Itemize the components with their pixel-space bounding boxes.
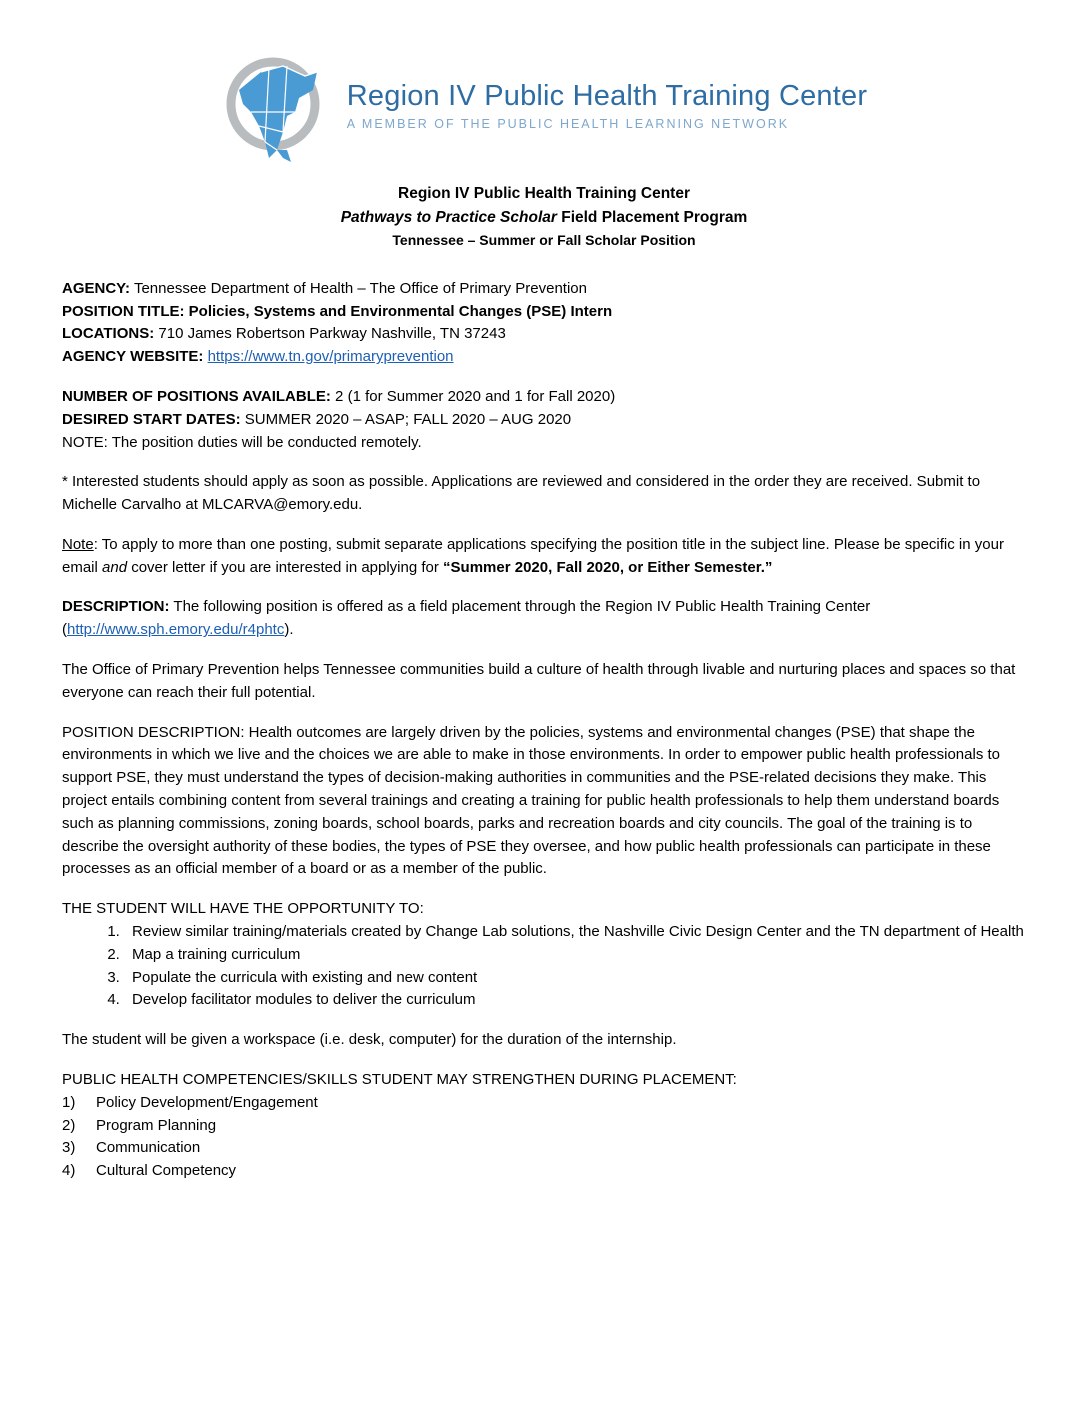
locations-line (62, 323, 1026, 346)
list-item-number: 2) (62, 1116, 76, 1134)
locations-value: 710 James Robertson Parkway Nashville, TN 37243 (154, 325, 506, 343)
title-line-center-name: Region IV Public Health Training Center (398, 185, 690, 202)
list-item (62, 1160, 1026, 1183)
note-text-1: : To apply to more than one posting, submit separate applications specifying the position title in the subject line. Please be specific in your email (62, 535, 1004, 576)
document-title-block (62, 182, 1026, 252)
list-item-label: Communication (96, 1139, 201, 1157)
start-dates-value: SUMMER 2020 – ASAP; FALL 2020 – AUG 2020 (240, 410, 572, 428)
start-dates-line (62, 409, 1026, 432)
list-item: 4. Develop facilitator modules to deliver the curriculum (124, 989, 1026, 1012)
position-description-paragraph: POSITION DESCRIPTION: Health outcomes are largely driven by the policies, systems and environmental changes (PSE) that shape the environments in which we live and the choices we are able to make in those environments. In order to empower public health professionals to support PSE, they must understand the types of decision-making authorities in communities and the PSE-related decisions they make. This project entails combining content from several trainings and creating a training for public health professionals to help them understand boards such as planning commissions, zoning boards, school boards, parks and recreation boards and city councils. The goal of the training is to describe the oversight authority of these bodies, the types of PSE they oversee, and how public health professionals can participate in these processes as an official member of a board or as a member of the public. (62, 723, 1001, 878)
list-item-label: Policy Development/Engagement (96, 1093, 318, 1111)
workspace-paragraph: The student will be given a workspace (i.e. desk, computer) for the duration of the internship. (62, 1031, 677, 1049)
agency-website-line (62, 346, 1026, 369)
agency-website-label: AGENCY WEBSITE: (62, 348, 204, 366)
agency-value: Tennessee Department of Health – The Office of Primary Prevention (130, 279, 587, 297)
opportunity-list (62, 921, 1026, 1012)
position-title-label: POSITION TITLE: (62, 302, 185, 320)
r4phtc-link[interactable]: http://www.sph.emory.edu/r4phtc (67, 621, 285, 639)
number-positions-label: NUMBER OF POSITIONS AVAILABLE: (62, 387, 331, 405)
agency-website-link[interactable]: https://www.tn.gov/primaryprevention (207, 348, 454, 366)
logo-subtitle: A MEMBER OF THE PUBLIC HEALTH LEARNING NETWORK (346, 117, 790, 132)
org-overview-paragraph: The Office of Primary Prevention helps Tennessee communities build a culture of health through livable and nurturing places and spaces so that everyone can reach their full potential. (62, 661, 1016, 701)
opportunity-heading: THE STUDENT WILL HAVE THE OPPORTUNITY TO: (62, 900, 424, 918)
note-italic-and: and (102, 558, 128, 576)
title-line-position: Tennessee – Summer or Fall Scholar Position (392, 232, 696, 249)
competencies-list (62, 1092, 1026, 1183)
note-text-2: cover letter if you are interested in applying for (127, 558, 444, 576)
agency-line (62, 278, 1026, 301)
list-item (62, 1137, 1026, 1160)
remote-note-line: NOTE: The position duties will be conducted remotely. (62, 433, 422, 451)
document-body (62, 278, 1026, 1183)
list-item (62, 1092, 1026, 1115)
competencies-heading: PUBLIC HEALTH COMPETENCIES/SKILLS STUDENT MAY STRENGTHEN DURING PLACEMENT: (62, 1071, 737, 1089)
logo-text-block (347, 81, 867, 131)
list-item: 1. Review similar training/materials created by Change Lab solutions, the Nashville Civic Design Center and the TN department of Health (124, 921, 1026, 944)
note-bold-quote: “Summer 2020, Fall 2020, or Either Semester.” (443, 558, 773, 576)
list-item: 3. Populate the curricula with existing and new content (124, 967, 1026, 990)
list-item-number: 4) (62, 1162, 76, 1180)
list-item (62, 1115, 1026, 1138)
title-program-italic: Pathways to Practice Scholar (340, 209, 557, 227)
description-text-2: ). (284, 621, 294, 639)
organization-logo (62, 46, 1026, 166)
region-iv-map-icon (221, 46, 341, 166)
apply-instructions-paragraph: * Interested students should apply as soon as possible. Applications are reviewed and considered in the order they are received. Submit to Michelle Carvalho at MLCARVA@emory.edu. (62, 473, 981, 514)
locations-label: LOCATIONS: (62, 325, 155, 343)
description-label: DESCRIPTION: (62, 598, 170, 616)
title-line-program (62, 206, 1026, 230)
description-paragraph (62, 596, 1026, 642)
number-positions-value: 2 (1 for Summer 2020 and 1 for Fall 2020) (330, 387, 616, 405)
note-paragraph (62, 534, 1026, 580)
position-title-value: Policies, Systems and Environmental Changes (PSE) Intern (184, 302, 613, 320)
list-item: 2. Map a training curriculum (124, 944, 1026, 967)
start-dates-label: DESIRED START DATES: (62, 410, 241, 428)
list-item-label: Cultural Competency (96, 1162, 237, 1180)
note-label: Note (62, 535, 94, 553)
position-title-line (62, 301, 1026, 324)
title-program-rest: Field Placement Program (556, 209, 748, 227)
list-item-number: 3) (62, 1139, 76, 1157)
list-item-number: 1) (62, 1093, 76, 1111)
description-text-1: The following position is offered as a field placement through the Region IV Public Health Training Center ( (62, 598, 871, 639)
list-item-label: Program Planning (96, 1116, 217, 1134)
logo-title: Region IV Public Health Training Center (346, 79, 868, 112)
number-positions-line (62, 386, 1026, 409)
agency-label: AGENCY: (62, 279, 131, 297)
